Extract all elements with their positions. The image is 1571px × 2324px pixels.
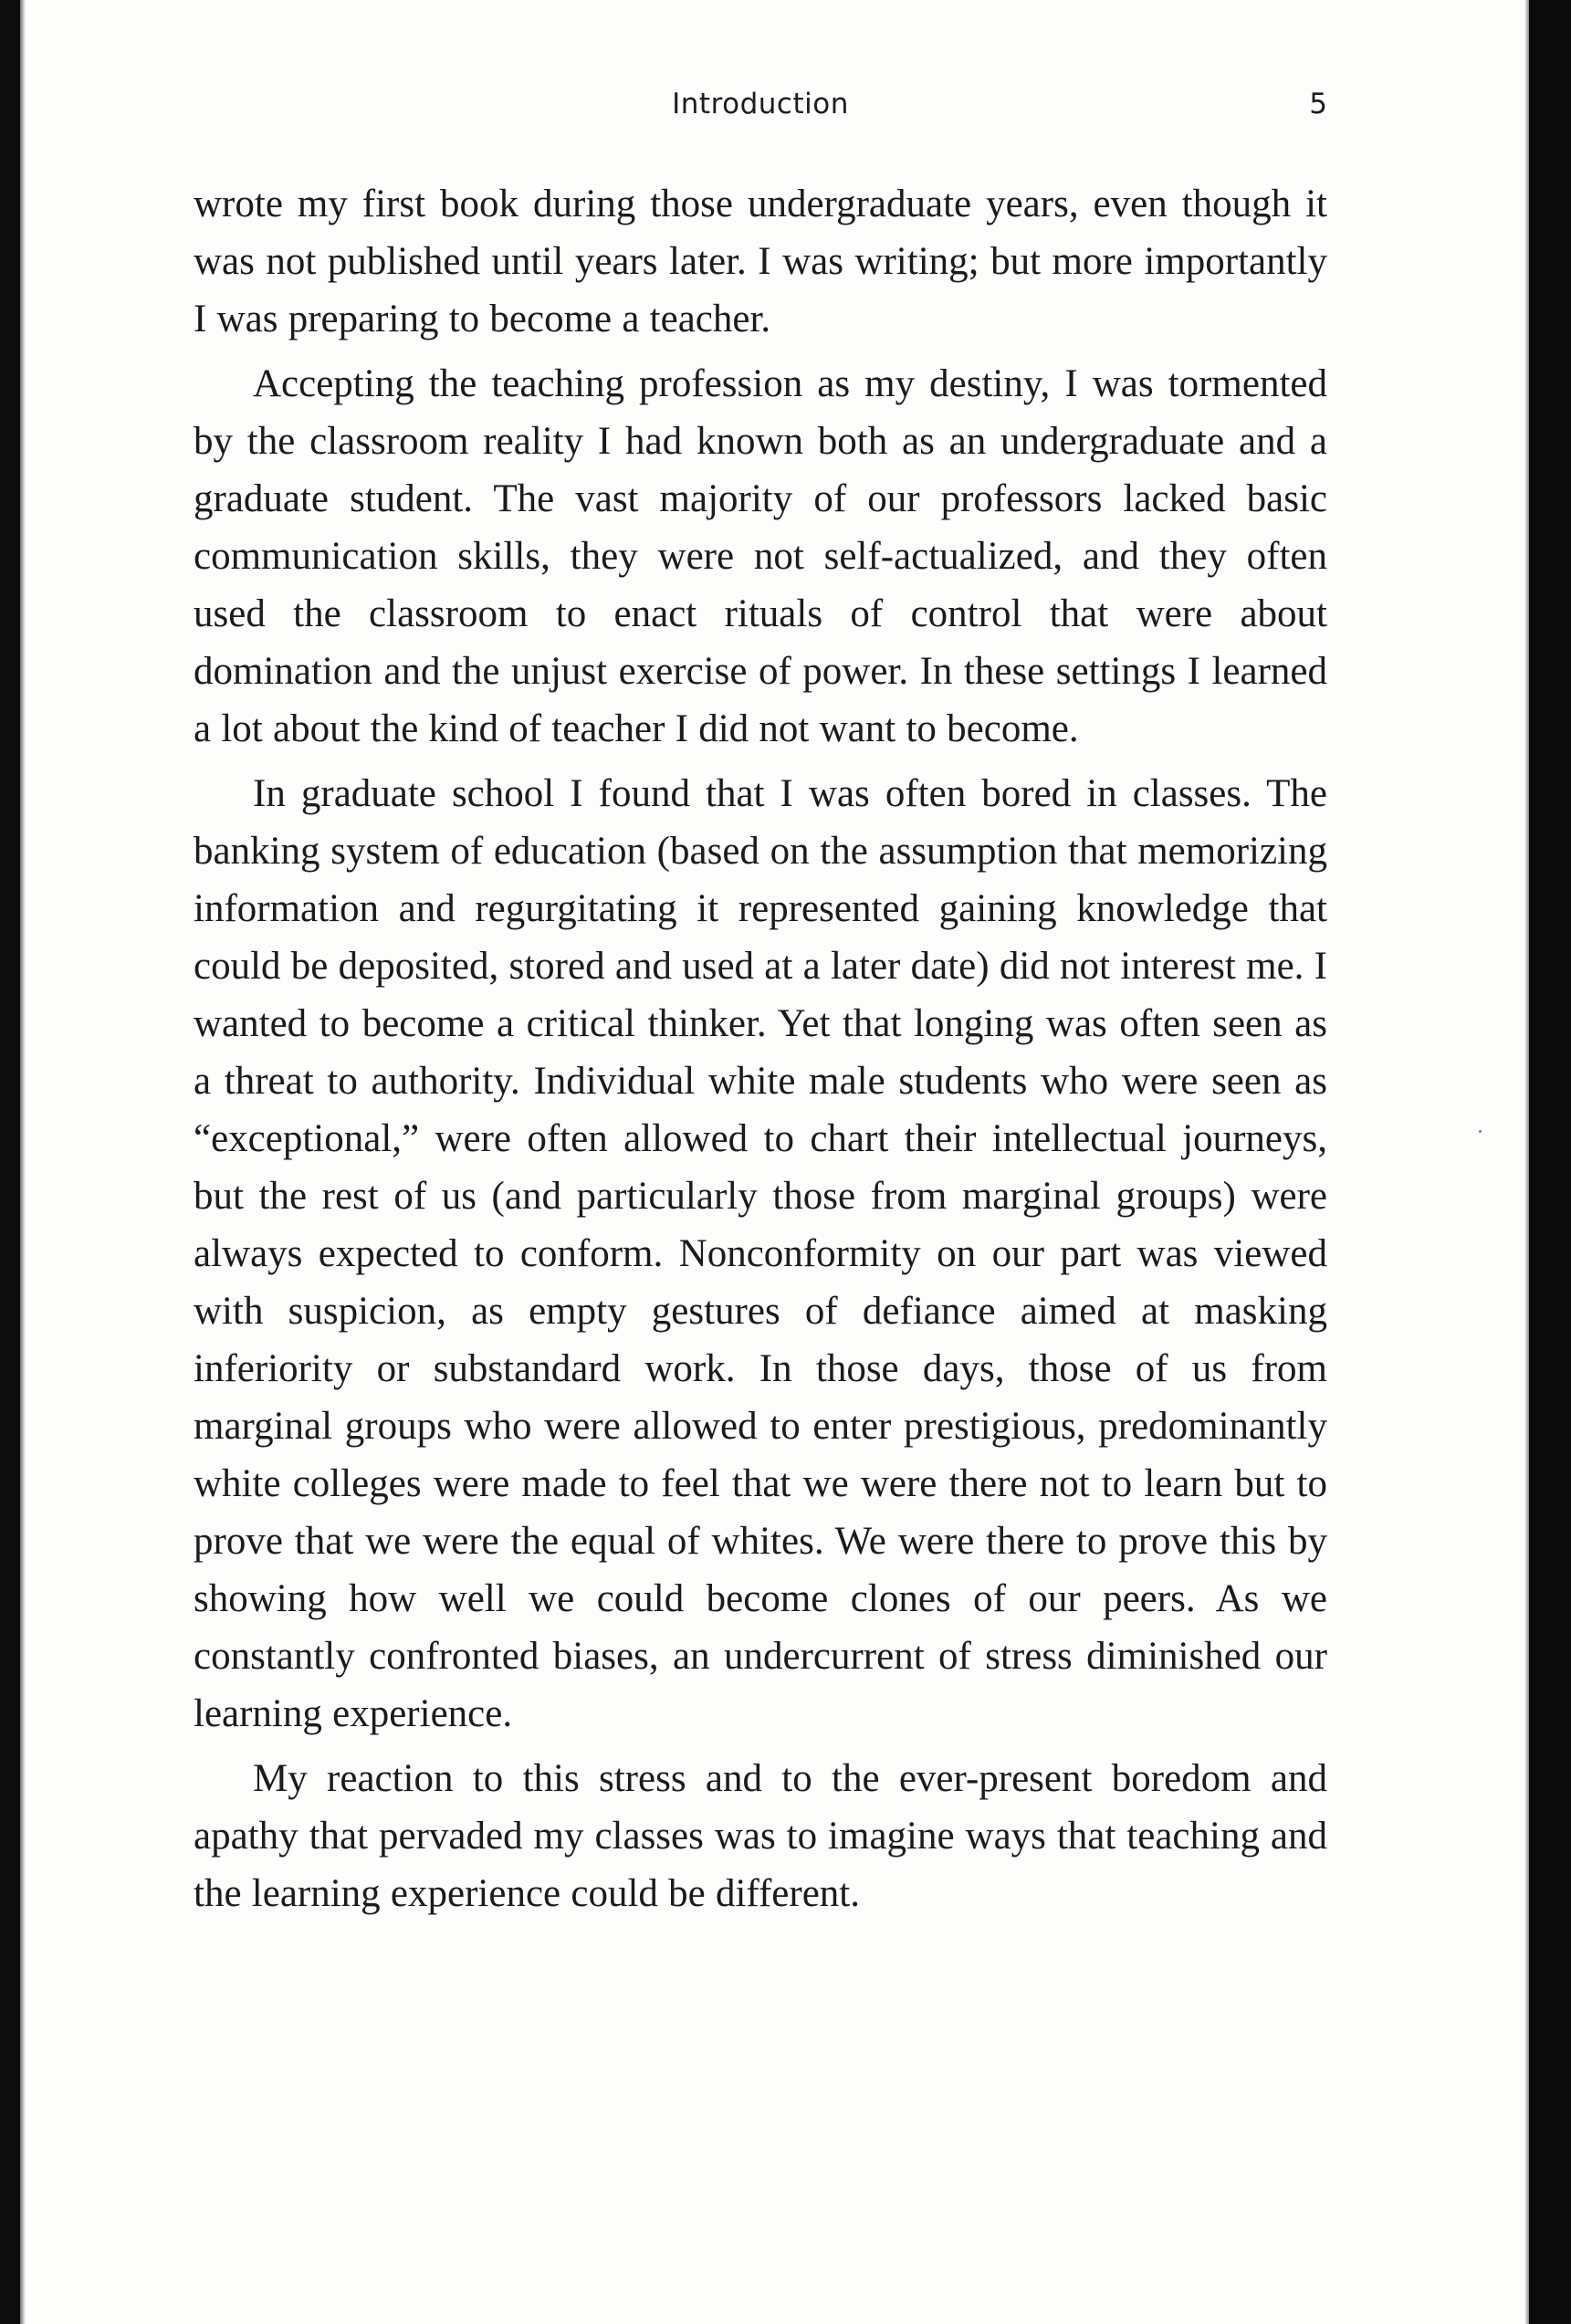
paragraph-4: My reaction to this stress and to the ever-present boredom and apathy that pervaded my classes was to imagine ways that teaching and the learning experience could be different. bbox=[194, 1757, 1327, 1915]
paragraph-3: In graduate school I found that I was often bored in classes. The banking system of education (based on the assumption that memorizing information and regurgitating it represented gaining knowledge that could be deposited, stored and used at a later date) did not interest me. I wanted to become a critical thinker. Yet that longing was often seen as a threat to authority. Individual white male students who were seen as “exceptional,” were often allowed to chart their intellectual journeys, but the rest of us (and particularly those from marginal groups) were always expected to conform. Nonconformity on our part was viewed with suspicion, as empty gestures of defiance aimed at masking inferiority or substandard work. In those days, those of us from marginal groups who were allowed to enter prestigious, predominantly white colleges were made to feel that we were there not to learn but to prove that we were the equal of whites. We were there to prove this by showing how well we could become clones of our peers. As we constantly confronted biases, an undercurrent of stress diminished our learning experience. bbox=[194, 772, 1327, 1735]
paragraph-2: Accepting the teaching profession as my destiny, I was tormented by the classroom reality I had known both as an undergraduate and a graduate student. The vast majority of our professors lacked basic communication skills, they were not self-actualized, and they often used the classroom to enact rituals of control that were about domination and the unjust exercise of power. In these settings I learned a lot about the kind of teacher I did not want to become. bbox=[194, 362, 1327, 750]
page-number: 5 bbox=[1309, 88, 1327, 120]
body-text bbox=[194, 175, 1327, 1924]
scan-border-right bbox=[1529, 0, 1571, 2324]
running-header bbox=[194, 82, 1327, 126]
scan-border-left bbox=[0, 0, 20, 2324]
chapter-title: Introduction bbox=[672, 88, 849, 120]
scan-speck bbox=[1479, 1130, 1482, 1133]
paragraph-1: wrote my first book during those undergraduate years, even though it was not published until years later. I was writing; but more importantly I was preparing to become a teacher. bbox=[194, 183, 1327, 340]
